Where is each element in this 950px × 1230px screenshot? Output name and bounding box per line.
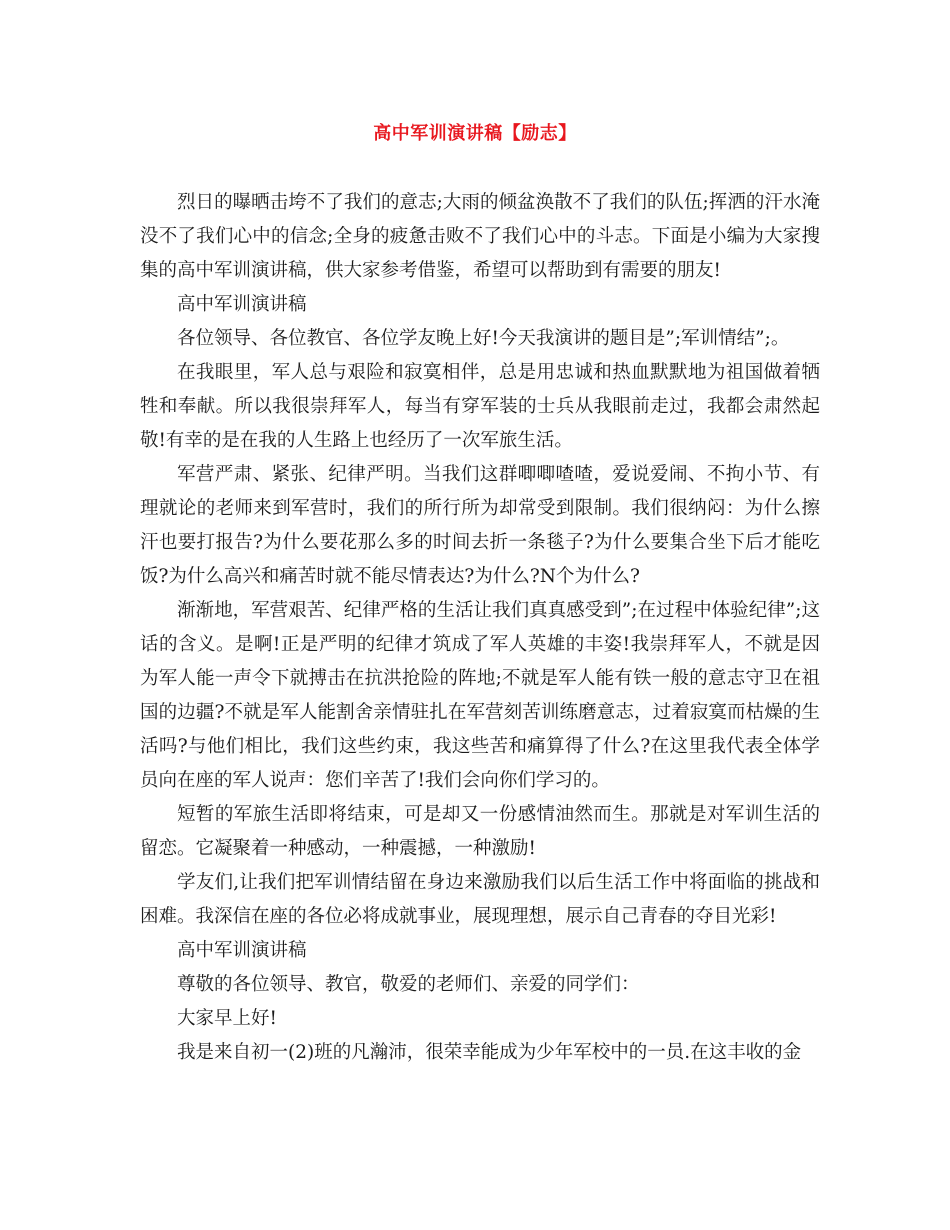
paragraph: 在我眼里，军人总与艰险和寂寞相伴，总是用忠诚和热血默默地为祖国做着牺牲和奉献。所以我很崇拜军人，每当有穿军装的士兵从我眼前走过，我都会肃然起敬!有幸的是在我的人生路上也经历了一次军旅生活。 <box>140 362 820 451</box>
section-heading: 高中军训演讲稿 <box>177 294 307 315</box>
paragraph: 各位领导、各位教官、各位学友晚上好!今天我演讲的题目是”;军训情结”;。 <box>177 328 790 349</box>
paragraph: 学友们,让我们把军训情结留在身边来激励我们以后生活工作中将面临的挑战和困难。我深信在座的各位必将成就事业，展现理想，展示自己青春的夺目光彩! <box>140 872 820 927</box>
section-heading: 高中军训演讲稿 <box>177 940 307 961</box>
document-title: 高中军训演讲稿【励志】 <box>373 123 577 144</box>
paragraph: 短暂的军旅生活即将结束，可是却又一份感情油然而生。那就是对军训生活的留恋。它凝聚着一种感动，一种震撼，一种激励! <box>140 804 820 859</box>
paragraph: 军营严肃、紧张、纪律严明。当我们这群唧唧喳喳，爱说爱闹、不拘小节、有理就论的老师来到军营时，我们的所行所为却常受到限制。我们很纳闷：为什么擦汗也要打报告?为什么要花那么多的时间去折一条毯子?为什么要集合坐下后才能吃饭?为什么高兴和痛苦时就不能尽情表达?为什么?N个为什么? <box>140 464 820 587</box>
paragraph: 我是来自初一(2)班的凡瀚沛，很荣幸能成为少年军校中的一员.在这丰收的金 <box>177 1042 802 1063</box>
paragraph-greeting: 大家早上好! <box>177 1008 277 1029</box>
paragraph: 渐渐地，军营艰苦、纪律严格的生活让我们真真感受到”;在过程中体验纪律”;这话的含义。是啊!正是严明的纪律才筑成了军人英雄的丰姿!我崇拜军人，不就是因为军人能一声令下就搏击在抗洪抢险的阵地;不就是军人能有铁一般的意志守卫在祖国的边疆?不就是军人能割舍亲情驻扎在军营刻苦训练磨意志，过着寂寞而枯燥的生活吗?与他们相比，我们这些约束，我这些苦和痛算得了什么?在这里我代表全体学员向在座的军人说声：您们辛苦了!我们会向你们学习的。 <box>140 600 820 791</box>
paragraph-salutation: 尊敬的各位领导、教官，敬爱的老师们、亲爱的同学们： <box>177 974 640 995</box>
document-body <box>140 186 820 1070</box>
paragraph-intro: 烈日的曝晒击垮不了我们的意志;大雨的倾盆涣散不了我们的队伍;挥洒的汗水淹没不了我们心中的信念;全身的疲惫击败不了我们心中的斗志。下面是小编为大家搜集的高中军训演讲稿，供大家参考借鉴，希望可以帮助到有需要的朋友! <box>140 192 820 281</box>
